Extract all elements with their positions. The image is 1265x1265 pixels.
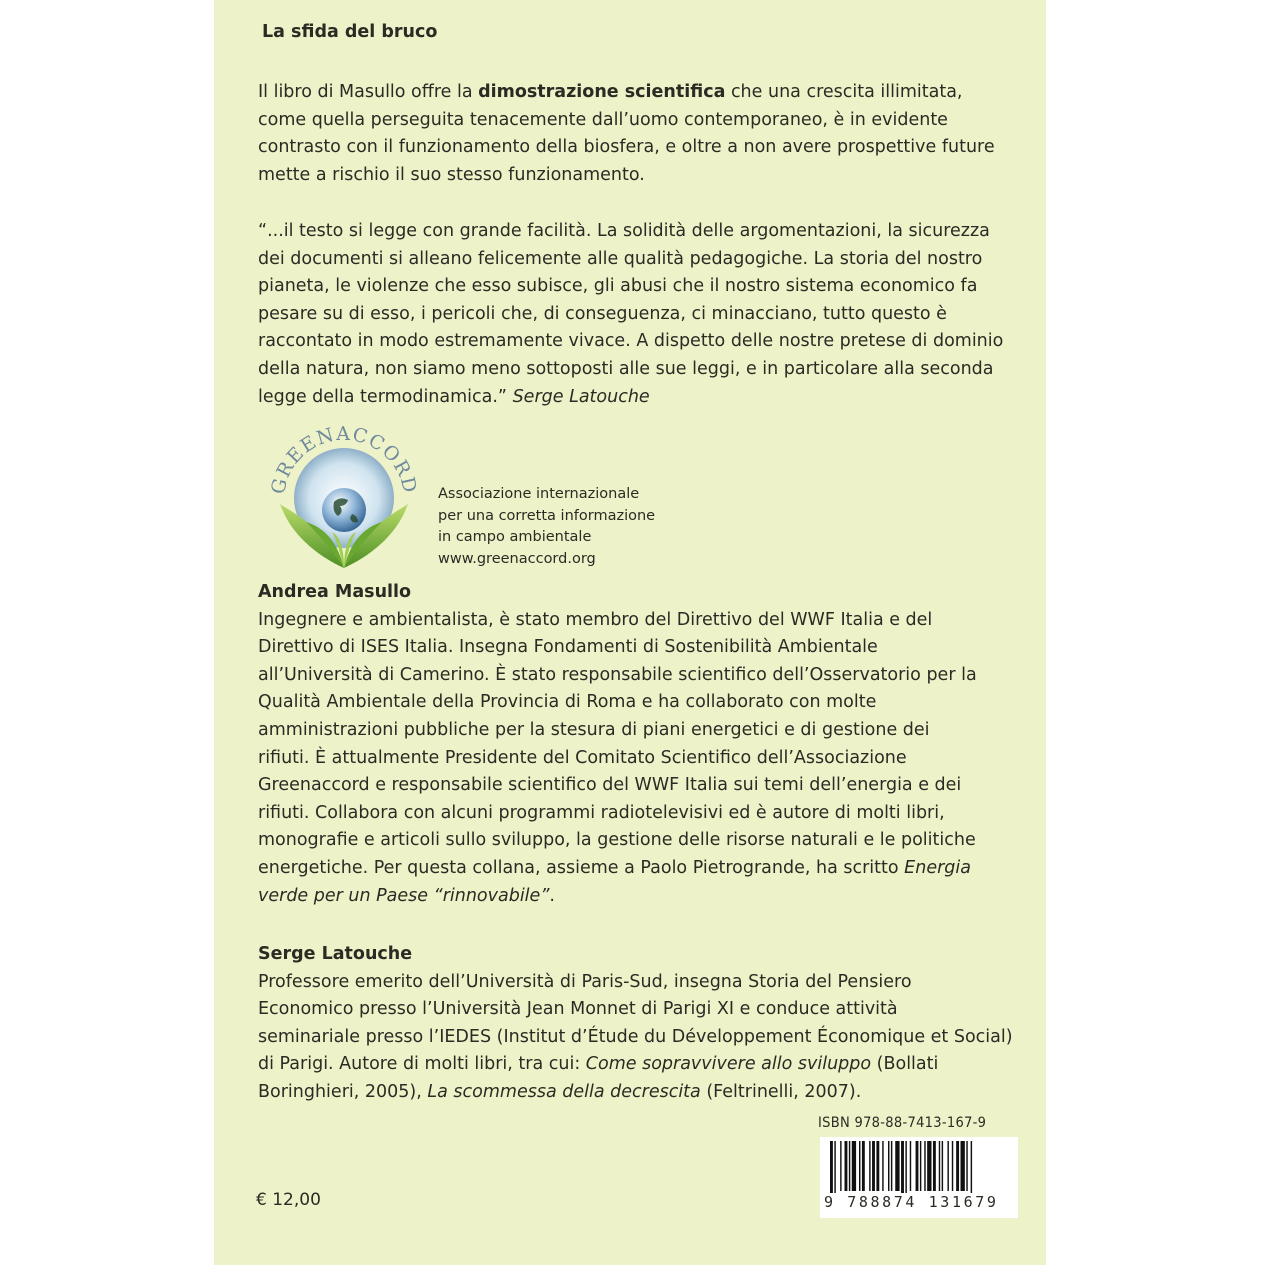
association-info (438, 484, 655, 570)
barcode-bars (830, 1141, 1010, 1193)
quote-paragraph (258, 218, 1018, 411)
globe-icon (322, 488, 366, 532)
bio-line: rifiuti. Collabora con alcuni programmi radiotelevisivi ed è autore di molti libri, (258, 802, 945, 823)
quote-line: della natura, non siamo meno sottoposti alle sue leggi, e in particolare alla seconda (258, 358, 994, 379)
barcode-digits: 9 788874 131679 (824, 1193, 999, 1211)
bio-line: Ingegnere e ambientalista, è stato membro del Direttivo del WWF Italia e del (258, 609, 933, 630)
bio-line (258, 1051, 1018, 1079)
author-bio-masullo (258, 579, 1018, 910)
bio-line: seminariale presso l’IEDES (Institut d’Étude du Développement Économique et Social) (258, 1026, 1013, 1047)
bio-line: monografie e articoli sullo sviluppo, la gestione delle risorse naturali e le politiche (258, 830, 976, 851)
price-label: € 12,00 (256, 1190, 321, 1210)
description-bold: dimostrazione scientifica (478, 82, 726, 102)
bio-line: rifiuti. È attualmente Presidente del Comitato Scientifico dell’Associazione (258, 747, 907, 768)
book-title-italic: verde per un Paese “rinnovabile” (258, 885, 550, 906)
bio-text: energetiche. Per questa collana, assieme a Paolo Pietrogrande, ha scritto (258, 857, 905, 878)
book-back-cover (214, 0, 1046, 1265)
quote-line: pesare su di esso, i pericoli che, di conseguenza, ci minacciano, tutto questo è (258, 303, 947, 324)
author-name: Serge Latouche (258, 944, 413, 964)
bio-line: Economico presso l’Università Jean Monnet di Parigi XI e conduce attività (258, 999, 898, 1020)
description-line: contrasto con il funzionamento della biosfera, e oltre a non avere prospettive future (258, 137, 995, 158)
quote-author: Serge Latouche (512, 386, 650, 407)
quote-line: “...il testo si legge con grande facilità. La solidità delle argomentazioni, la sicurezza (258, 221, 990, 241)
quote-line: pianeta, le violenze che esso subisce, gli abusi che il nostro sistema economico fa (258, 276, 978, 297)
book-title-italic: Energia (904, 857, 971, 878)
book-title-italic: La scommessa della decrescita (427, 1081, 701, 1102)
description-text: che una crescita illimitata, (725, 82, 963, 102)
bio-line (258, 855, 1018, 883)
description-paragraph (258, 79, 1018, 189)
bio-text: (Bollati (871, 1054, 939, 1075)
quote-text: legge della termodinamica.” (258, 386, 513, 407)
bio-line: Direttivo di ISES Italia. Insegna Fondamenti di Sostenibilità Ambientale (258, 637, 878, 658)
quote-line: dei documenti si alleano felicemente alle qualità pedagogiche. La storia del nostro (258, 248, 983, 269)
bio-line: amministrazioni pubbliche per la stesura di piani energetici e di gestione dei (258, 719, 930, 740)
quote-line (258, 384, 1018, 412)
description-line: mette a rischio il suo stesso funzionamento. (258, 164, 645, 185)
book-title: La sfida del bruco (262, 22, 438, 42)
book-title-italic: Come sopravvivere allo sviluppo (585, 1054, 872, 1075)
description-line: come quella perseguita tenacemente dall’uomo contemporaneo, è in evidente (258, 109, 948, 130)
association-line: Associazione internazionale (438, 486, 640, 502)
association-line: in campo ambientale (438, 529, 592, 545)
bio-line: all’Università di Camerino. È stato responsabile scientifico dell’Osservatorio per la (258, 664, 977, 685)
quote-line: raccontato in modo estremamente vivace. A dispetto delle nostre pretese di dominio (258, 331, 1004, 352)
bio-line: Professore emerito dell’Università di Paris-Sud, insegna Storia del Pensiero (258, 971, 912, 992)
bio-text: Boringhieri, 2005), (258, 1081, 428, 1102)
description-line (258, 79, 1018, 107)
bio-line (258, 1079, 1018, 1107)
association-line: per una corretta informazione (438, 507, 656, 524)
greenaccord-logo (262, 418, 427, 578)
bio-text: (Feltrinelli, 2007). (700, 1081, 862, 1102)
bio-line: Qualità Ambientale della Provincia di Roma e ha collaborato con molte (258, 692, 877, 713)
logo-text: GREENACCORD (267, 422, 421, 497)
author-bio-latouche (258, 941, 1018, 1107)
bio-line (258, 883, 1018, 911)
author-name: Andrea Masullo (258, 582, 412, 602)
bio-text: . (549, 885, 555, 906)
description-text: Il libro di Masullo offre la (258, 82, 479, 102)
association-website: www.greenaccord.org (438, 550, 596, 567)
bio-text: di Parigi. Autore di molti libri, tra cui: (258, 1054, 586, 1075)
bio-line: Greenaccord e responsabile scientifico del WWF Italia sui temi dell’energia e dei (258, 775, 962, 796)
barcode (820, 1137, 1018, 1218)
isbn-label: ISBN 978-88-7413-167-9 (818, 1115, 987, 1131)
